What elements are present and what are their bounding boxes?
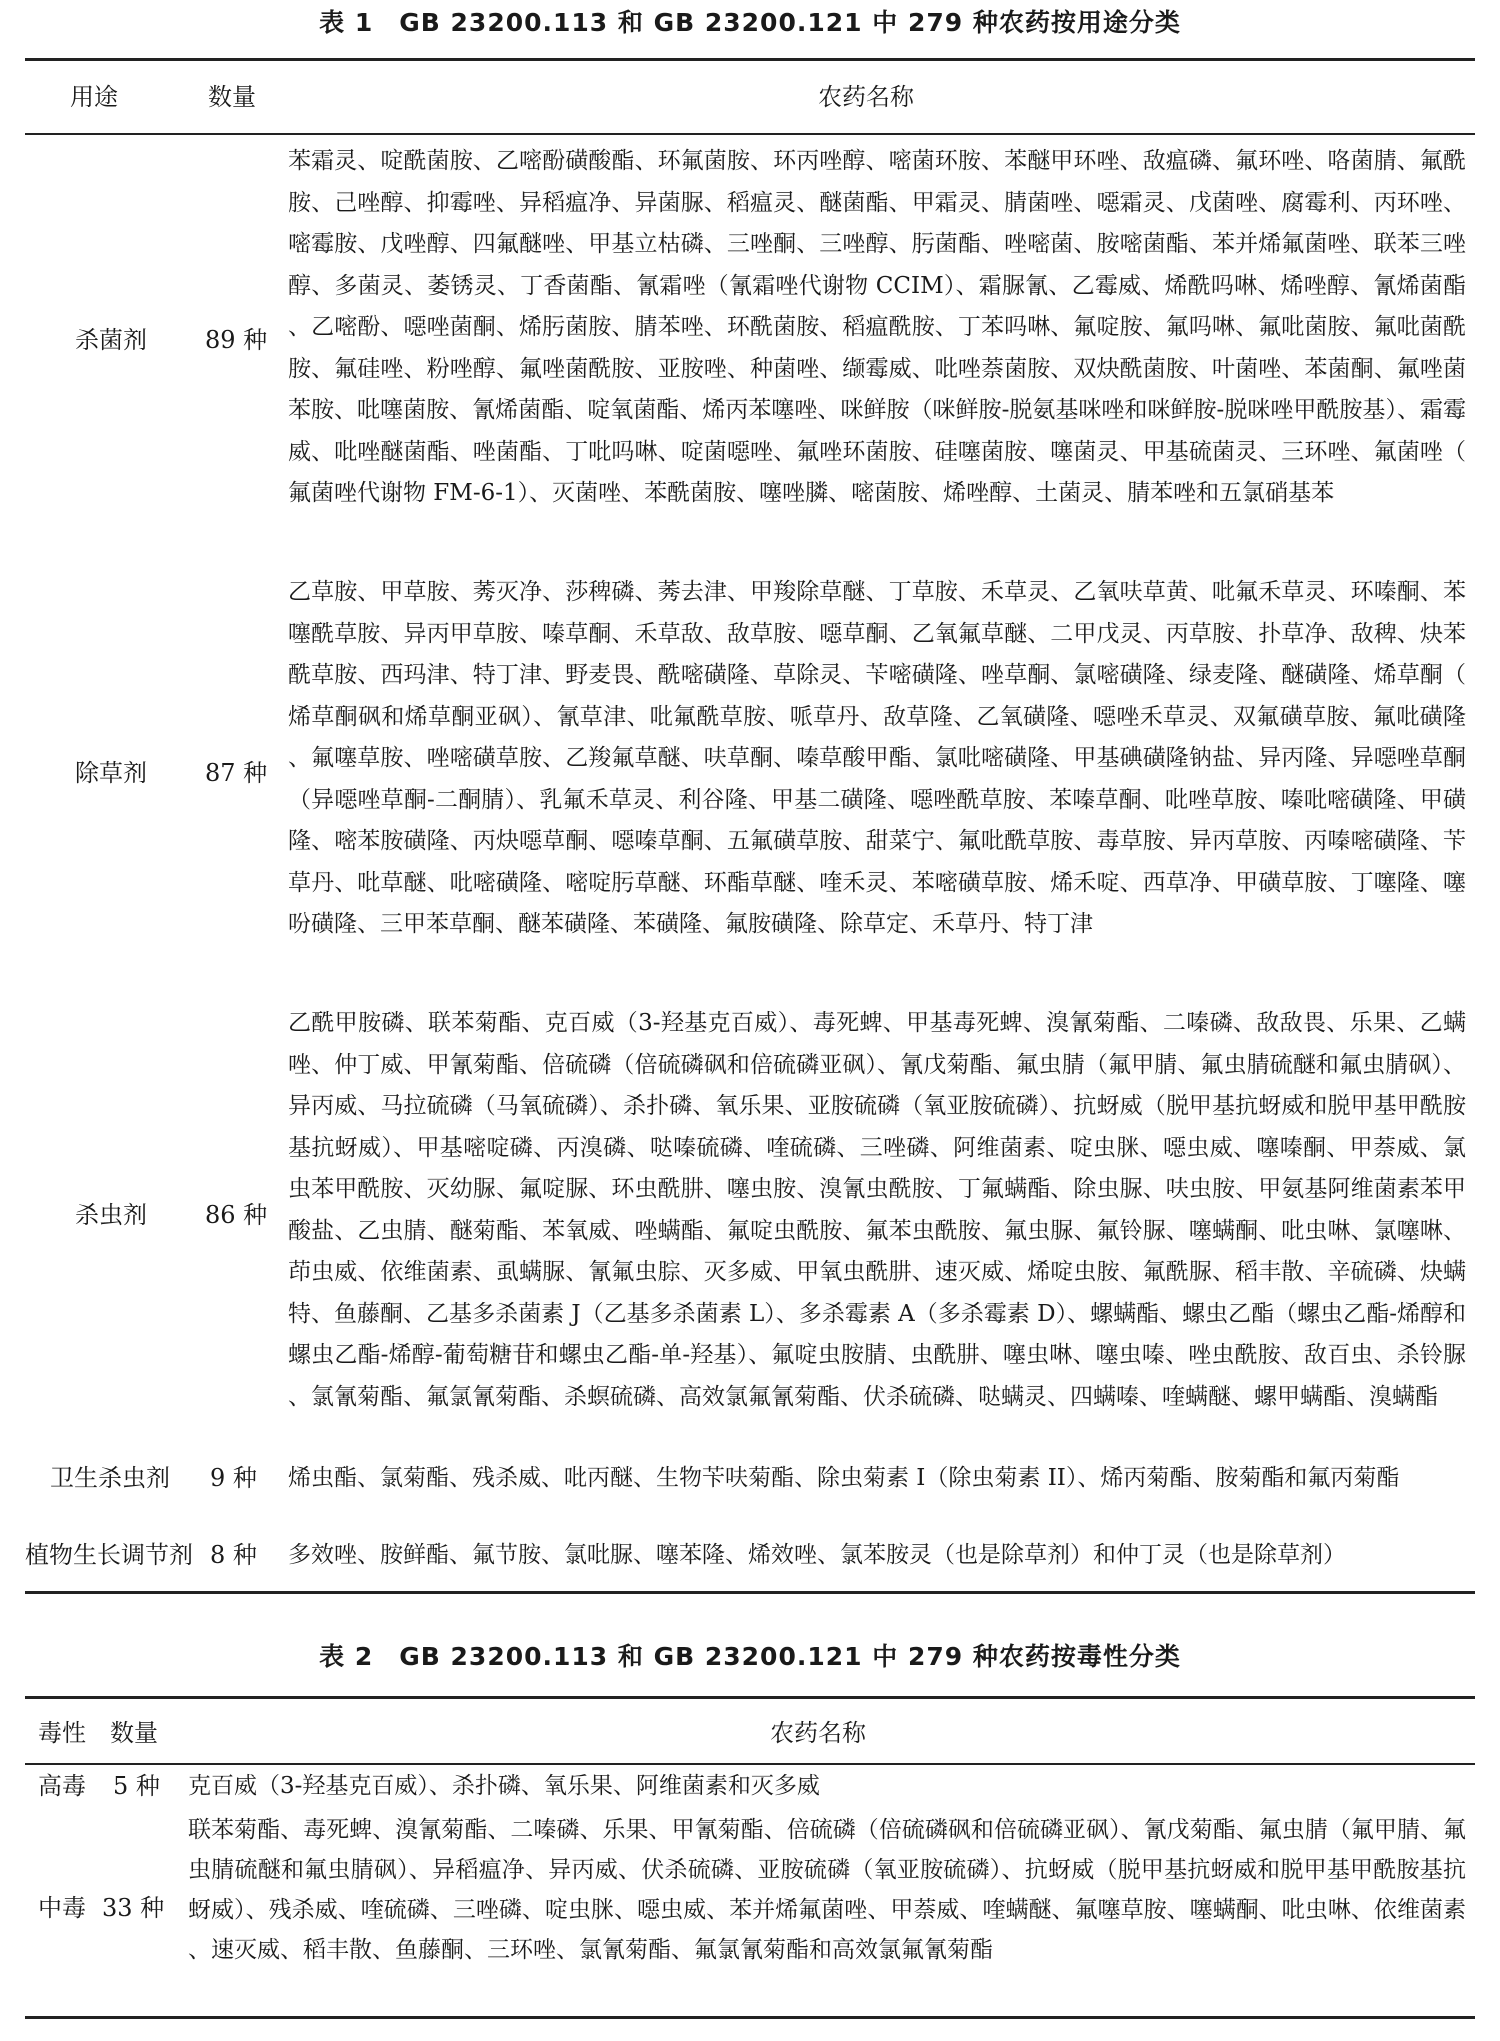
table2-row-high-toxicity: 高毒 bbox=[38, 1772, 86, 1800]
table2-header-count: 数量 bbox=[110, 1719, 158, 1747]
table1-row-herbicide-names: 乙草胺、甲草胺、莠灭净、莎稗磷、莠去津、甲羧除草醚、丁草胺、禾草灵、乙氧呋草黄、吡氟禾草灵、环嗪酮、苯噻酰草胺、异丙甲草胺、嗪草酮、禾草敌、敌草胺、噁草酮、乙氧氟草醚、二甲戊灵、丙草胺、扑草净、敌稗、炔苯酰草胺、西玛津、特丁津、野麦畏、酰嘧磺隆、草除灵、苄嘧磺隆、唑草酮、氯嘧磺隆、绿麦隆、醚磺隆、烯草酮（烯草酮砜和烯草酮亚砜）、氰草津、吡氟酰草胺、哌草丹、敌草隆、乙氧磺隆、噁唑禾草灵、双氟磺草胺、氟吡磺隆、氟噻草胺、唑嘧磺草胺、乙羧氟草醚、呋草酮、嗪草酸甲酯、氯吡嘧磺隆、甲基碘磺隆钠盐、异丙隆、异噁唑草酮（异噁唑草酮-二酮腈）、乳氟禾草灵、利谷隆、甲基二磺隆、噁唑酰草胺、苯嗪草酮、吡唑草胺、嗪吡嘧磺隆、甲磺隆、嘧苯胺磺隆、丙炔噁草酮、噁嗪草酮、五氟磺草胺、甜菜宁、氟吡酰草胺、毒草胺、异丙草胺、丙嗪嘧磺隆、苄草丹、吡草醚、吡嘧磺隆、嘧啶肟草醚、环酯草醚、喹禾灵、苯嘧磺草胺、烯禾啶、西草净、甲磺草胺、丁噻隆、噻吩磺隆、三甲苯草酮、醚苯磺隆、苯磺隆、氟胺磺隆、除草定、禾草丹、特丁津 bbox=[288, 579, 1466, 937]
table2-row-medium-count: 33 种 bbox=[102, 1894, 165, 1922]
table1-header-use: 用途 bbox=[70, 83, 118, 111]
table1-row-growth-regulator-count: 8 种 bbox=[210, 1541, 257, 1569]
table1-row-hygiene-insecticide-names: 烯虫酯、氯菊酯、残杀威、吡丙醚、生物苄呋菊酯、除虫菊素 I（除虫菊素 II）、烯丙菊酯、胺菊酯和氟丙菊酯 bbox=[288, 1465, 1400, 1491]
table1-row-insecticide-names: 乙酰甲胺磷、联苯菊酯、克百威（3-羟基克百威）、毒死蜱、甲基毒死蜱、溴氰菊酯、二嗪磷、敌敌畏、乐果、乙螨唑、仲丁威、甲氰菊酯、倍硫磷（倍硫磷砜和倍硫磷亚砜）、氰戊菊酯、氟虫腈（氟甲腈、氟虫腈硫醚和氟虫腈砜）、异丙威、马拉硫磷（马氧硫磷）、杀扑磷、氧乐果、亚胺硫磷（氧亚胺硫磷）、抗蚜威（脱甲基抗蚜威和脱甲基甲酰胺基抗蚜威）、甲基嘧啶磷、丙溴磷、哒嗪硫磷、喹硫磷、三唑磷、阿维菌素、啶虫脒、噁虫威、噻嗪酮、甲萘威、氯虫苯甲酰胺、灭幼脲、氟啶脲、环虫酰肼、噻虫胺、溴氰虫酰胺、丁氟螨酯、除虫脲、呋虫胺、甲氨基阿维菌素苯甲酸盐、乙虫腈、醚菊酯、苯氧威、唑螨酯、氟啶虫酰胺、氟苯虫酰胺、氟虫脲、氟铃脲、噻螨酮、吡虫啉、氯噻啉、茚虫威、依维菌素、虱螨脲、氰氟虫腙、灭多威、甲氧虫酰肼、速灭威、烯啶虫胺、氟酰脲、稻丰散、辛硫磷、炔螨特、鱼藤酮、乙基多杀菌素 J（乙基多杀菌素 L）、多杀霉素 A（多杀霉素 D）、螺螨酯、螺虫乙酯（螺虫乙酯-烯醇和螺虫乙酯-烯醇-葡萄糖苷和螺虫乙酯-单-羟基）、氟啶虫胺腈、虫酰肼、噻虫啉、噻虫嗪、唑虫酰胺、敌百虫、杀铃脲、氯氰菊酯、氟氯氰菊酯、杀螟硫磷、高效氯氟氰菊酯、伏杀硫磷、哒螨灵、四螨嗪、喹螨醚、螺甲螨酯、溴螨酯 bbox=[288, 1010, 1466, 1410]
table2-header-toxicity: 毒性 bbox=[38, 1719, 86, 1747]
table2-row-medium-toxicity: 中毒 bbox=[38, 1894, 86, 1922]
table2-top-rule bbox=[25, 1696, 1475, 1699]
table1-row-herbicide-count: 87 种 bbox=[205, 759, 268, 787]
table1-bottom-rule bbox=[25, 1591, 1475, 1594]
table1-header-names: 农药名称 bbox=[818, 83, 914, 111]
table1-top-rule bbox=[25, 58, 1475, 61]
table2-header-rule bbox=[25, 1763, 1475, 1765]
table1-row-growth-regulator-category: 植物生长调节剂 bbox=[25, 1541, 193, 1569]
table1-header-count: 数量 bbox=[208, 83, 256, 111]
table1-row-hygiene-insecticide-category: 卫生杀虫剂 bbox=[50, 1464, 170, 1492]
table1-row-insecticide-count: 86 种 bbox=[205, 1201, 268, 1229]
table1-header-rule bbox=[25, 133, 1475, 135]
table2-caption: 表 2 GB 23200.113 和 GB 23200.121 中 279 种农药按毒性分类 bbox=[319, 1642, 1181, 1671]
table1-row-hygiene-insecticide-count: 9 种 bbox=[210, 1464, 257, 1492]
table2-header-names: 农药名称 bbox=[770, 1719, 866, 1747]
table1-row-fungicide-category: 杀菌剂 bbox=[75, 326, 147, 354]
table1-row-fungicide-count: 89 种 bbox=[205, 326, 268, 354]
table1-caption: 表 1 GB 23200.113 和 GB 23200.121 中 279 种农药按用途分类 bbox=[319, 8, 1181, 37]
table1-row-growth-regulator-names: 多效唑、胺鲜酯、氟节胺、氯吡脲、噻苯隆、烯效唑、氯苯胺灵（也是除草剂）和仲丁灵（也是除草剂） bbox=[288, 1542, 1346, 1568]
table1-row-insecticide-category: 杀虫剂 bbox=[75, 1201, 147, 1229]
table2-row-high-names: 克百威（3-羟基克百威）、杀扑磷、氧乐果、阿维菌素和灭多威 bbox=[188, 1773, 820, 1799]
table2-bottom-rule bbox=[25, 2016, 1475, 2019]
table2-row-high-count: 5 种 bbox=[113, 1772, 160, 1800]
table1-row-fungicide-names: 苯霜灵、啶酰菌胺、乙嘧酚磺酸酯、环氟菌胺、环丙唑醇、嘧菌环胺、苯醚甲环唑、敌瘟磷、氟环唑、咯菌腈、氟酰胺、己唑醇、抑霉唑、异稻瘟净、异菌脲、稻瘟灵、醚菌酯、甲霜灵、腈菌唑、噁霜灵、戊菌唑、腐霉利、丙环唑、嘧霉胺、戊唑醇、四氟醚唑、甲基立枯磷、三唑酮、三唑醇、肟菌酯、唑嘧菌、胺嘧菌酯、苯并烯氟菌唑、联苯三唑醇、多菌灵、萎锈灵、丁香菌酯、氰霜唑（氰霜唑代谢物 CCIM）、霜脲氰、乙霉威、烯酰吗啉、烯唑醇、氰烯菌酯、乙嘧酚、噁唑菌酮、烯肟菌胺、腈苯唑、环酰菌胺、稻瘟酰胺、丁苯吗啉、氟啶胺、氟吗啉、氟吡菌胺、氟吡菌酰胺、氟硅唑、粉唑醇、氟唑菌酰胺、亚胺唑、种菌唑、缬霉威、吡唑萘菌胺、双炔酰菌胺、叶菌唑、苯菌酮、氟唑菌苯胺、吡噻菌胺、氰烯菌酯、啶氧菌酯、烯丙苯噻唑、咪鲜胺（咪鲜胺-脱氨基咪唑和咪鲜胺-脱咪唑甲酰胺基）、霜霉威、吡唑醚菌酯、唑菌酯、丁吡吗啉、啶菌噁唑、氟唑环菌胺、硅噻菌胺、噻菌灵、甲基硫菌灵、三环唑、氟菌唑（氟菌唑代谢物 FM-6-1）、灭菌唑、苯酰菌胺、噻唑膦、嘧菌胺、烯唑醇、土菌灵、腈苯唑和五氯硝基苯 bbox=[288, 148, 1466, 506]
table1-row-herbicide-category: 除草剂 bbox=[75, 759, 147, 787]
table2-row-medium-names: 联苯菊酯、毒死蜱、溴氰菊酯、二嗪磷、乐果、甲氰菊酯、倍硫磷（倍硫磷砜和倍硫磷亚砜）、氰戊菊酯、氟虫腈（氟甲腈、氟虫腈硫醚和氟虫腈砜）、异稻瘟净、异丙威、伏杀硫磷、亚胺硫磷（氧亚胺硫磷）、抗蚜威（脱甲基抗蚜威和脱甲基甲酰胺基抗蚜威）、残杀威、喹硫磷、三唑磷、啶虫脒、噁虫威、苯并烯氟菌唑、甲萘威、喹螨醚、氟噻草胺、噻螨酮、吡虫啉、依维菌素、速灭威、稻丰散、鱼藤酮、三环唑、氯氰菊酯、氟氯氰菊酯和高效氯氟氰菊酯 bbox=[188, 1817, 1466, 1963]
